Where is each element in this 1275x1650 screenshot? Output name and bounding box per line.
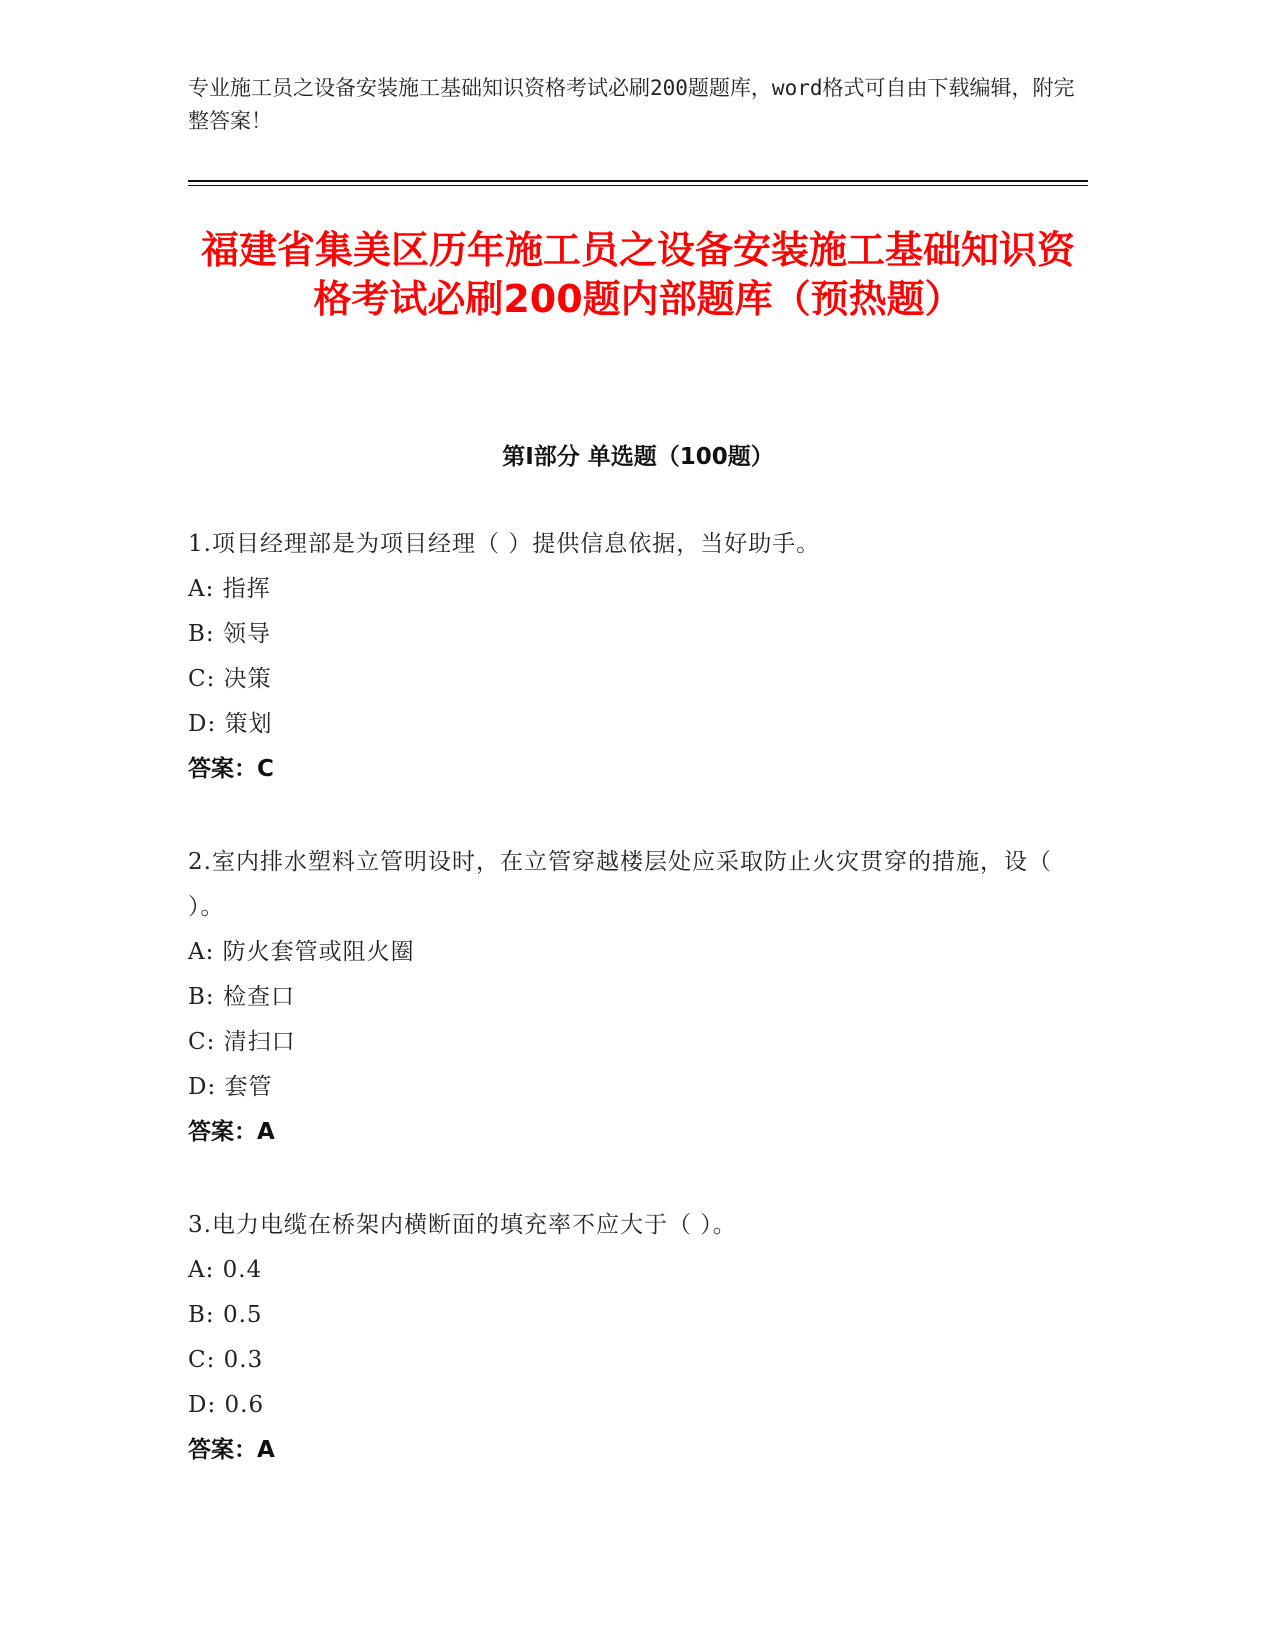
option-b: B: 检查口	[188, 984, 295, 1010]
option-b: B: 领导	[188, 621, 271, 647]
question-2	[188, 840, 1068, 1155]
answer: 答案：C	[188, 756, 274, 782]
option-a: A: 指挥	[188, 576, 271, 602]
question-3	[188, 1203, 1068, 1473]
section-title: 第Ⅰ部分 单选题（100题）	[502, 444, 774, 470]
question-stem: 2.室内排水塑料立管明设时，在立管穿越楼层处应采取防止火灾贯穿的措施，设（ ）。	[188, 849, 1052, 920]
option-d: D: 套管	[188, 1074, 273, 1100]
question-stem: 3.电力电缆在桥架内横断面的填充率不应大于（ ）。	[188, 1212, 737, 1238]
answer: 答案：A	[188, 1119, 275, 1145]
option-c: C: 清扫口	[188, 1029, 296, 1055]
option-a: A: 0.4	[188, 1257, 263, 1283]
option-c: C: 决策	[188, 666, 272, 692]
option-d: D: 策划	[188, 711, 273, 737]
answer: 答案：A	[188, 1437, 275, 1463]
question-1	[188, 522, 1068, 792]
document-title: 福建省集美区历年施工员之设备安装施工基础知识资格考试必刷200题内部题库（预热题）	[200, 228, 1075, 321]
option-c: C: 0.3	[188, 1347, 264, 1373]
header-divider-thin	[188, 185, 1088, 186]
option-b: B: 0.5	[188, 1302, 263, 1328]
header-note: 专业施工员之设备安装施工基础知识资格考试必刷200题题库，word格式可自由下载编辑，附完整答案！	[188, 76, 1075, 133]
option-d: D: 0.6	[188, 1392, 265, 1418]
header-divider-thick	[188, 180, 1088, 182]
option-a: A: 防火套管或阻火圈	[188, 939, 415, 965]
question-stem: 1.项目经理部是为项目经理（ ）提供信息依据，当好助手。	[188, 531, 821, 557]
